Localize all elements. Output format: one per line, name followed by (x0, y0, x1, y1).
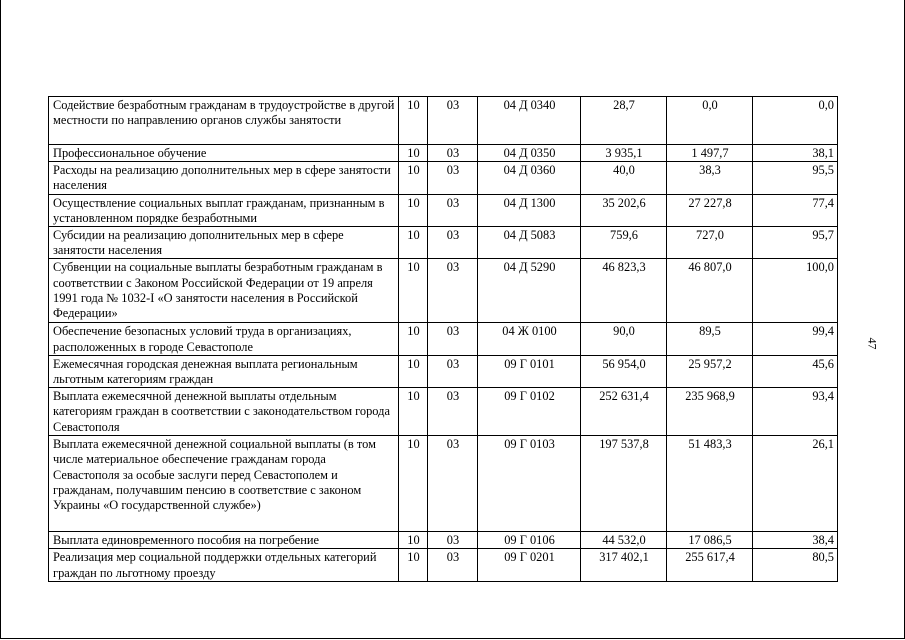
table-row (49, 162, 838, 194)
row-percent: 95,7 (753, 227, 838, 259)
table-row (49, 532, 838, 549)
row-code: 04 Д 0340 (478, 97, 581, 145)
table-row (49, 145, 838, 162)
row-value-actual: 727,0 (667, 227, 753, 259)
row-name: Содействие безработным гражданам в трудоустройстве в другой местности по направлению органов службы занятости (49, 97, 399, 145)
row-value-planned: 28,7 (581, 97, 667, 145)
row-code: 09 Г 0102 (478, 388, 581, 436)
row-subsection: 03 (428, 194, 478, 226)
table-row (49, 323, 838, 355)
row-value-actual: 17 086,5 (667, 532, 753, 549)
row-name: Выплата ежемесячной денежной выплаты отдельным категориям граждан в соответствии с законодательством города Севастополя (49, 388, 399, 436)
row-code: 04 Д 5083 (478, 227, 581, 259)
row-section: 10 (399, 259, 428, 323)
table-row (49, 436, 838, 532)
row-code: 04 Д 1300 (478, 194, 581, 226)
row-value-actual: 38,3 (667, 162, 753, 194)
row-subsection: 03 (428, 549, 478, 581)
row-name: Ежемесячная городская денежная выплата региональным льготным категориям граждан (49, 355, 399, 387)
row-name: Выплата ежемесячной денежной социальной выплаты (в том числе материальное обеспечение гражданам города Севастополя за особые заслуги перед Севастополем и гражданам, получавшим пенсию в соответствие с законом Украины «О государственной службе») (49, 436, 399, 532)
row-name: Субвенции на социальные выплаты безработным гражданам в соответствии с Законом Российской Федерации от 19 апреля 1991 года № 1032-I «О занятости населения в Российской Федерации» (49, 259, 399, 323)
table-row (49, 194, 838, 226)
table-row (49, 388, 838, 436)
row-value-planned: 44 532,0 (581, 532, 667, 549)
row-subsection: 03 (428, 532, 478, 549)
row-percent: 93,4 (753, 388, 838, 436)
row-value-planned: 759,6 (581, 227, 667, 259)
table-body (49, 97, 838, 582)
row-code: 09 Г 0101 (478, 355, 581, 387)
row-name: Расходы на реализацию дополнительных мер в сфере занятости населения (49, 162, 399, 194)
row-percent: 80,5 (753, 549, 838, 581)
row-name: Обеспечение безопасных условий труда в организациях, расположенных в городе Севастополе (49, 323, 399, 355)
row-percent: 99,4 (753, 323, 838, 355)
row-subsection: 03 (428, 355, 478, 387)
row-value-planned: 197 537,8 (581, 436, 667, 532)
row-section: 10 (399, 436, 428, 532)
row-value-planned: 56 954,0 (581, 355, 667, 387)
row-section: 10 (399, 388, 428, 436)
row-value-planned: 317 402,1 (581, 549, 667, 581)
row-value-actual: 25 957,2 (667, 355, 753, 387)
row-name: Реализация мер социальной поддержки отдельных категорий граждан по льготному проезду (49, 549, 399, 581)
row-percent: 26,1 (753, 436, 838, 532)
row-subsection: 03 (428, 323, 478, 355)
row-value-planned: 90,0 (581, 323, 667, 355)
row-code: 09 Г 0201 (478, 549, 581, 581)
row-subsection: 03 (428, 259, 478, 323)
row-percent: 38,4 (753, 532, 838, 549)
row-value-actual: 235 968,9 (667, 388, 753, 436)
row-code: 09 Г 0103 (478, 436, 581, 532)
row-section: 10 (399, 532, 428, 549)
row-percent: 77,4 (753, 194, 838, 226)
row-percent: 100,0 (753, 259, 838, 323)
row-value-planned: 46 823,3 (581, 259, 667, 323)
row-subsection: 03 (428, 227, 478, 259)
row-code: 04 Д 0350 (478, 145, 581, 162)
row-value-actual: 27 227,8 (667, 194, 753, 226)
row-name: Профессиональное обучение (49, 145, 399, 162)
row-percent: 95,5 (753, 162, 838, 194)
row-value-planned: 35 202,6 (581, 194, 667, 226)
table-row (49, 97, 838, 145)
row-code: 04 Д 0360 (478, 162, 581, 194)
row-value-actual: 89,5 (667, 323, 753, 355)
row-section: 10 (399, 227, 428, 259)
row-name: Субсидии на реализацию дополнительных мер в сфере занятости населения (49, 227, 399, 259)
row-section: 10 (399, 194, 428, 226)
row-percent: 0,0 (753, 97, 838, 145)
row-subsection: 03 (428, 97, 478, 145)
table-row (49, 355, 838, 387)
row-section: 10 (399, 145, 428, 162)
row-subsection: 03 (428, 162, 478, 194)
table-row (49, 259, 838, 323)
budget-table (48, 96, 838, 582)
row-name: Выплата единовременного пособия на погребение (49, 532, 399, 549)
row-subsection: 03 (428, 145, 478, 162)
row-percent: 45,6 (753, 355, 838, 387)
table-row (49, 549, 838, 581)
row-section: 10 (399, 97, 428, 145)
row-value-planned: 252 631,4 (581, 388, 667, 436)
row-value-actual: 255 617,4 (667, 549, 753, 581)
row-section: 10 (399, 323, 428, 355)
row-value-planned: 40,0 (581, 162, 667, 194)
row-name: Осуществление социальных выплат гражданам, признанным в установленном порядке безработными (49, 194, 399, 226)
page-number: 47 (865, 337, 880, 350)
row-section: 10 (399, 355, 428, 387)
row-value-actual: 0,0 (667, 97, 753, 145)
row-value-actual: 46 807,0 (667, 259, 753, 323)
row-value-actual: 1 497,7 (667, 145, 753, 162)
row-subsection: 03 (428, 436, 478, 532)
row-value-planned: 3 935,1 (581, 145, 667, 162)
row-code: 09 Г 0106 (478, 532, 581, 549)
row-section: 10 (399, 162, 428, 194)
row-code: 04 Ж 0100 (478, 323, 581, 355)
row-subsection: 03 (428, 388, 478, 436)
row-code: 04 Д 5290 (478, 259, 581, 323)
table-row (49, 227, 838, 259)
row-value-actual: 51 483,3 (667, 436, 753, 532)
row-percent: 38,1 (753, 145, 838, 162)
row-section: 10 (399, 549, 428, 581)
